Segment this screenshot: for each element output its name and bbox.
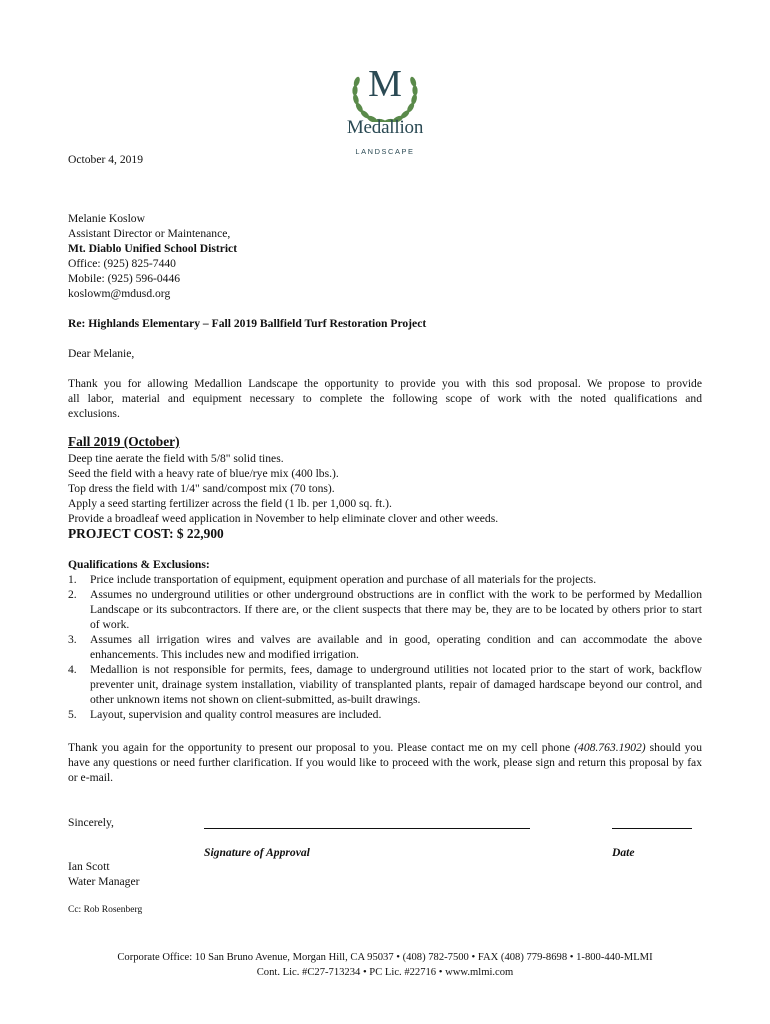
qualifications-heading: Qualifications & Exclusions: xyxy=(68,558,210,571)
qualifications-list xyxy=(68,572,702,722)
intro-paragraph xyxy=(68,376,702,421)
logo-monogram: M xyxy=(368,63,402,105)
qualification-item xyxy=(68,632,702,662)
item-number: 1. xyxy=(68,573,77,586)
signer-name: Ian Scott xyxy=(68,860,110,873)
scope-item: Provide a broadleaf weed application in November to help eliminate clover and other weeds. xyxy=(68,512,499,525)
recipient-email: koslowm@mdusd.org xyxy=(68,287,171,300)
qualification-item xyxy=(68,587,702,632)
recipient-mobile: Mobile: (925) 596-0446 xyxy=(68,272,181,285)
intro-line: Thank you for allowing Medallion Landscape the opportunity to provide you with this sod proposal. We propose to provide xyxy=(68,377,702,390)
scope-item: Apply a seed starting fertilizer across the field (1 lb. per 1,000 sq. ft.). xyxy=(68,497,392,510)
closing-paragraph xyxy=(68,740,702,785)
laurel-leaf xyxy=(353,76,361,88)
signature-label: Signature of Approval xyxy=(204,846,310,859)
closing-text: Thank you again for the opportunity to present our proposal to you. Please contact me on my cell phone xyxy=(68,741,575,754)
intro-line: exclusions. xyxy=(68,407,120,420)
intro-line: all labor, material and equipment necessary to complete the following scope of work with the noted qualifications and xyxy=(68,392,702,405)
item-text: Medallion is not responsible for permits, fees, damage to underground utilities not located prior to the start of work, backflow preventer unit, drainage system installation, viability of transplanted plants, repair of damaged hardscape beyond our control, and other unknown items not shown on client-submitted, as-built drawings. xyxy=(90,663,702,706)
scope-item: Top dress the field with 1/4" sand/compost mix (70 tons). xyxy=(68,482,335,495)
footer-license: Cont. Lic. #C27-713234 • PC Lic. #22716 • www.mlmi.com xyxy=(256,967,514,978)
item-number: 3. xyxy=(68,633,77,646)
item-number: 2. xyxy=(68,588,77,601)
footer-address: Corporate Office: 10 San Bruno Avenue, Morgan Hill, CA 95037 • (408) 782-7500 • FAX (408) 779-8698 • 1-800-440-MLMI xyxy=(117,952,653,963)
scope-item: Seed the field with a heavy rate of blue/rye mix (400 lbs.). xyxy=(68,467,339,480)
cc-line: Cc: Rob Rosenberg xyxy=(68,905,143,915)
date-label: Date xyxy=(612,846,635,859)
laurel-wreath-icon xyxy=(330,50,440,122)
recipient-office: Office: (925) 825-7440 xyxy=(68,257,176,270)
salutation: Dear Melanie, xyxy=(68,347,135,360)
qualification-item xyxy=(68,707,702,722)
item-number: 5. xyxy=(68,708,77,721)
item-number: 4. xyxy=(68,663,77,676)
item-text: Assumes all irrigation wires and valves are available and in good, operating condition and can accommodate the above enhancements. This includes new and modified irrigation. xyxy=(90,633,702,661)
sincerely: Sincerely, xyxy=(68,816,114,829)
company-logo xyxy=(330,50,440,160)
scope-heading: Fall 2019 (October) xyxy=(68,434,180,449)
laurel-leaf xyxy=(412,85,418,96)
qualification-item xyxy=(68,572,702,587)
laurel-leaf xyxy=(409,76,417,88)
cell-phone: (408.763.1902) xyxy=(574,741,646,754)
closing-text-cont: should you have any questions or need further clarification. If you would like to proceed with the work, please sign and return this proposal by fax or e-mail. xyxy=(68,741,703,784)
qualification-item xyxy=(68,662,702,707)
item-text: Assumes no underground utilities or other underground obstructions are in conflict with the work to be performed by Medallion Landscape or its subcontractors. If there are, or the client suspects that there may be, they are to be located by others prior to start of work. xyxy=(90,588,702,631)
laurel-leaf xyxy=(352,85,358,96)
item-text: Layout, supervision and quality control measures are included. xyxy=(90,708,382,721)
logo-wordmark: Medallion xyxy=(346,117,424,138)
letter-date: October 4, 2019 xyxy=(68,153,144,166)
subject-line: Re: Highlands Elementary – Fall 2019 Ballfield Turf Restoration Project xyxy=(68,317,427,330)
recipient-org: Mt. Diablo Unified School District xyxy=(68,242,238,255)
logo-subtitle: LANDSCAPE xyxy=(355,147,415,156)
signature-line[interactable] xyxy=(204,828,530,829)
date-line[interactable] xyxy=(612,828,692,829)
item-text: Price include transportation of equipment, equipment operation and purchase of all materials for the projects. xyxy=(90,573,597,586)
scope-item: Deep tine aerate the field with 5/8" solid tines. xyxy=(68,452,284,465)
project-cost: PROJECT COST: $ 22,900 xyxy=(68,526,224,541)
recipient-title: Assistant Director or Maintenance, xyxy=(68,227,231,240)
recipient-name: Melanie Koslow xyxy=(68,212,145,225)
signer-title: Water Manager xyxy=(68,875,140,888)
